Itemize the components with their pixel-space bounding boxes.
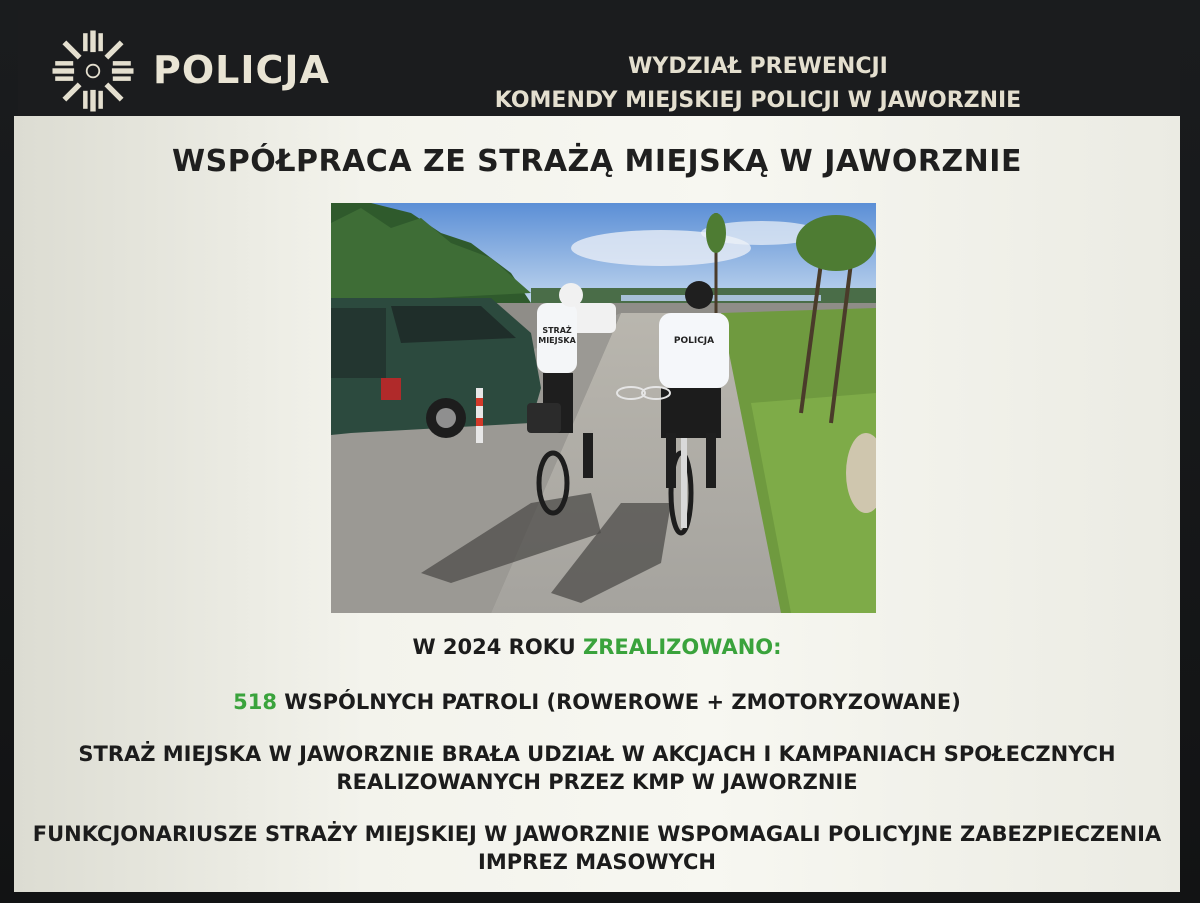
department-line-2: KOMENDY MIEJSKIEJ POLICJI W JAWORZNIE bbox=[494, 88, 1022, 113]
campaigns-line-1: STRAŻ MIEJSKA W JAWORZNIE BRAŁA UDZIAŁ W AKCJACH I KAMPANIACH SPOŁECZNYCH bbox=[78, 742, 1116, 766]
police-star-icon bbox=[48, 26, 138, 116]
summary-highlight: ZREALIZOWANO: bbox=[582, 635, 782, 659]
campaigns-line-2: REALIZOWANYCH PRZEZ KMP W JAWORZNIE bbox=[336, 770, 858, 794]
campaigns-text bbox=[14, 740, 1180, 796]
patrols-count: 518 bbox=[233, 690, 277, 714]
summary-line bbox=[14, 633, 1180, 661]
events-line-1: FUNKCJONARIUSZE STRAŻY MIEJSKIEJ W JAWORZNIE WSPOMAGALI POLICYJNE ZABEZPIECZENIA bbox=[32, 822, 1162, 846]
department-line-1: WYDZIAŁ PREWENCJI bbox=[628, 54, 888, 79]
slide-header bbox=[18, 10, 1180, 132]
patrol-photo bbox=[331, 203, 876, 613]
vest-text-left-line-2: MIEJSKA bbox=[538, 336, 576, 345]
events-line-2: IMPREZ MASOWYCH bbox=[478, 850, 716, 874]
slide-title: WSPÓŁPRACA ZE STRAŻĄ MIEJSKĄ W JAWORZNIE bbox=[172, 144, 1022, 179]
slide-body bbox=[14, 116, 1180, 892]
patrols-text: WSPÓLNYCH PATROLI (ROWEROWE + ZMOTORYZOWANE) bbox=[277, 690, 961, 714]
vest-text-right: POLICJA bbox=[673, 336, 715, 346]
summary-prefix: W 2024 ROKU bbox=[412, 635, 583, 659]
patrol-photo-illustration bbox=[331, 203, 876, 613]
department-name bbox=[458, 50, 1058, 118]
brand-name: POLICJA bbox=[153, 48, 330, 92]
vest-text-left-line-1: STRAŻ bbox=[542, 326, 572, 335]
events-text bbox=[14, 820, 1180, 876]
patrols-line bbox=[14, 688, 1180, 716]
